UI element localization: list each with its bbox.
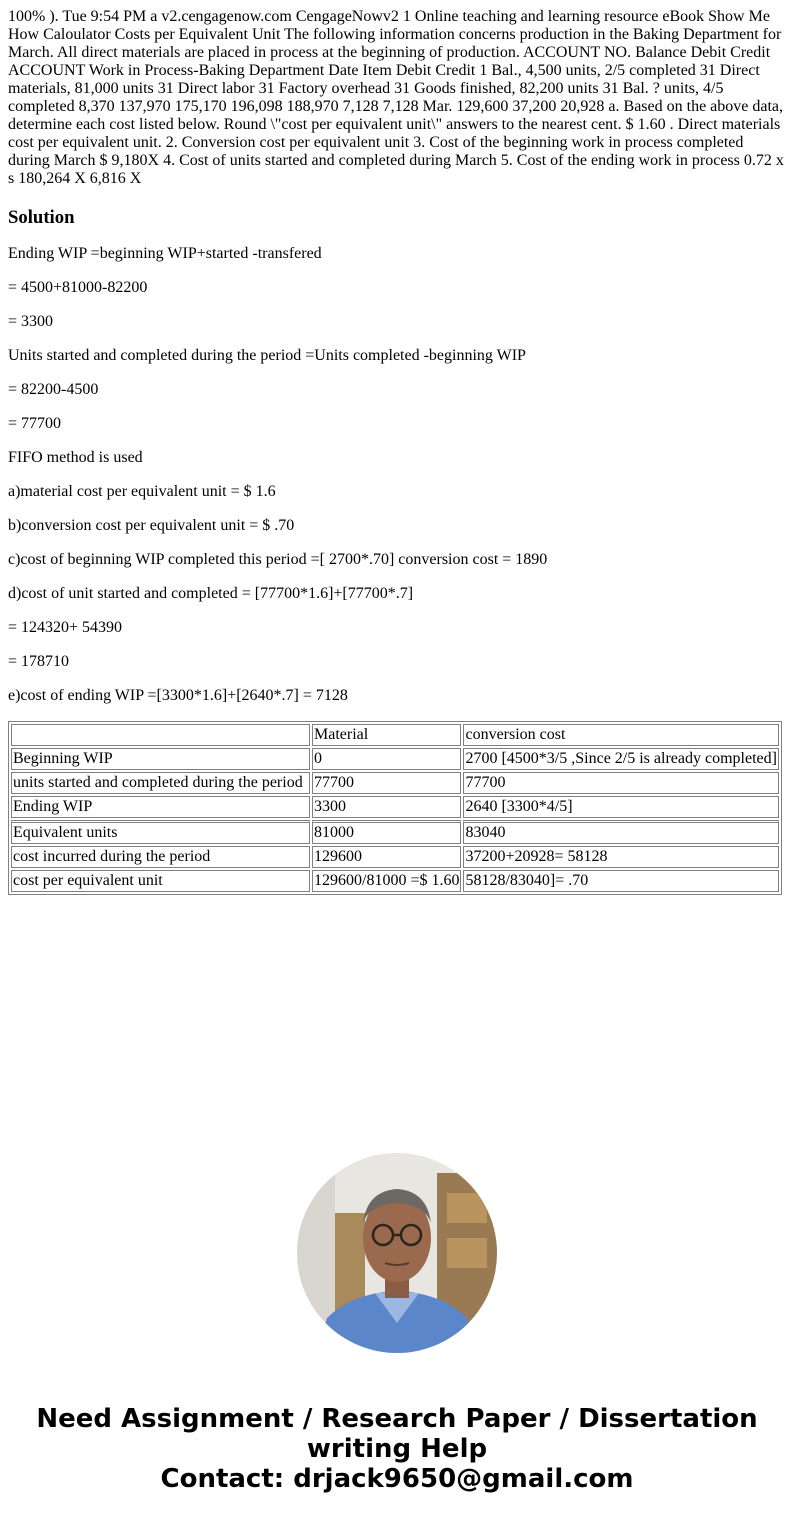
table-row: [11, 846, 779, 868]
document-body: [8, 8, 786, 895]
table-header-cell: [11, 724, 310, 746]
solution-step: c)cost of beginning WIP completed this period =[ 2700*.70] conversion cost = 1890: [8, 551, 548, 568]
table-header-row: [11, 724, 779, 746]
table-row: [11, 796, 779, 818]
author-avatar: [297, 1153, 497, 1353]
table-row: [11, 820, 779, 844]
footer-line-contact: Contact: drjack9650@gmail.com: [160, 1464, 634, 1494]
solution-step: = 3300: [8, 313, 54, 330]
table-cell: 81000: [312, 820, 461, 844]
footer-banner: [0, 1404, 794, 1494]
solution-step: = 124320+ 54390: [8, 619, 123, 636]
table-cell: Beginning WIP: [11, 748, 310, 770]
table-cell: cost incurred during the period: [11, 846, 310, 868]
solution-step: Ending WIP =beginning WIP+started -transfered: [8, 245, 322, 262]
solution-step: Units started and completed during the period =Units completed -beginning WIP: [8, 347, 526, 364]
table-row: [11, 748, 779, 770]
solution-step: = 178710: [8, 653, 70, 670]
table-cell: 37200+20928= 58128: [463, 846, 778, 868]
table-row: [11, 772, 779, 794]
solution-heading: Solution: [8, 207, 75, 228]
table-cell: cost per equivalent unit: [11, 870, 310, 892]
solution-step: = 77700: [8, 415, 62, 432]
solution-step: a)material cost per equivalent unit = $ 1.6: [8, 483, 276, 500]
footer-line-help: Need Assignment / Research Paper / Dissertation writing Help: [36, 1404, 758, 1464]
table-cell: 77700: [312, 772, 461, 794]
table-header-cell: Material: [312, 724, 461, 746]
table-cell: 0: [312, 748, 461, 770]
equivalent-units-table: [8, 721, 782, 895]
table-header-cell: conversion cost: [463, 724, 778, 746]
table-cell: 83040: [463, 820, 778, 844]
solution-step: e)cost of ending WIP =[3300*1.6]+[2640*.7] = 7128: [8, 687, 348, 704]
table-cell: 3300: [312, 796, 461, 818]
solution-step: = 82200-4500: [8, 381, 99, 398]
table-cell: 77700: [463, 772, 778, 794]
table-cell: 2700 [4500*3/5 ,Since 2/5 is already completed]: [463, 748, 778, 770]
table-cell: Equivalent units: [11, 820, 310, 844]
table-cell: 129600/81000 =$ 1.60: [312, 870, 461, 892]
table-cell: Ending WIP: [11, 796, 310, 818]
table-row: [11, 870, 779, 892]
author-portrait: [297, 1153, 497, 1353]
table-cell: 2640 [3300*4/5]: [463, 796, 778, 818]
solution-steps: [8, 245, 786, 705]
table-cell: 129600: [312, 846, 461, 868]
table-cell: units started and completed during the period: [11, 772, 310, 794]
solution-step: b)conversion cost per equivalent unit = $ .70: [8, 517, 295, 534]
solution-step: FIFO method is used: [8, 449, 143, 466]
question-text: 100% ). Tue 9:54 PM a v2.cengagenow.com CengageNowv2 1 Online teaching and learning resource eBook Show Me How Caloulator Costs per Equivalent Unit The following information concerns production in the Baking Department for March. All direct materials are placed in process at the beginning of production. ACCOUNT NO. Balance Debit Credit ACCOUNT Work in Process-Baking Department Date Item Debit Credit 1 Bal., 4,500 units, 2/5 completed 31 Direct materials, 81,000 units 31 Direct labor 31 Factory overhead 31 Goods finished, 82,200 units 31 Bal. ? units, 4/5 completed 8,370 137,970 175,170 196,098 188,970 7,128 7,128 Mar. 129,600 37,200 20,928 a. Based on the above data, determine each cost listed below. Round \"cost per equivalent unit\" answers to the nearest cent. $ 1.60 . Direct materials cost per equivalent unit. 2. Conversion cost per equivalent unit 3. Cost of the beginning work in process completed during March $ 9,180X 4. Cost of units started and completed during March 5. Cost of the ending work in process 0.72 x s 180,264 X 6,816 X: [8, 8, 784, 187]
table-cell: 58128/83040]= .70: [463, 870, 778, 892]
solution-step: d)cost of unit started and completed = [77700*1.6]+[77700*.7]: [8, 585, 414, 602]
solution-step: = 4500+81000-82200: [8, 279, 148, 296]
